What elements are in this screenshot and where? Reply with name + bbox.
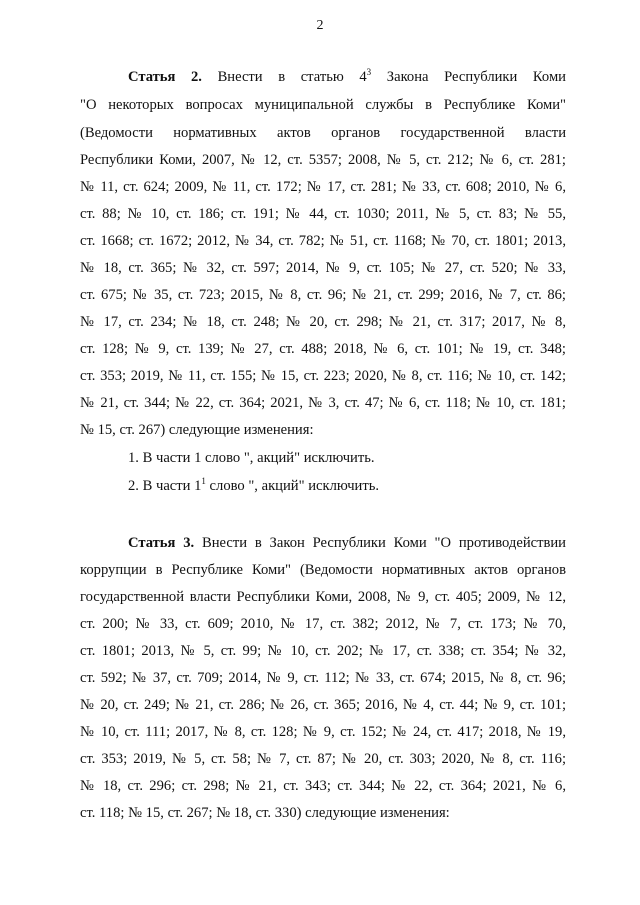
article-2-line: № 15, ст. 267) следующие изменения: (80, 422, 314, 438)
article-2-line: ст. 1668; ст. 1672; 2012, № 34, ст. 782; № 51, ст. 1168; № 70, ст. 1801; 2013, (80, 233, 566, 249)
article-3-line: государственной власти Республики Коми, 2008, № 9, ст. 405; 2009, № 12, (80, 589, 566, 605)
article-2-intro: Внести в статью 4 (217, 69, 367, 85)
article-2-line: № 21, ст. 344; № 22, ст. 364; 2021, № 3, ст. 47; № 6, ст. 118; № 10, ст. 181; (80, 395, 566, 411)
article-2-line: № 11, ст. 624; 2009, № 11, ст. 172; № 17, ст. 281; № 33, ст. 608; 2010, № 6, (80, 179, 566, 195)
article-3-line: № 20, ст. 249; № 21, ст. 286; № 26, ст. 365; 2016, № 4, ст. 44; № 9, ст. 101; (80, 697, 566, 713)
article-3-line: № 18, ст. 296; ст. 298; № 21, ст. 343; ст. 344; № 22, ст. 364; 2021, № 6, (80, 778, 566, 794)
article-3-heading: Статья 3. (128, 535, 195, 551)
article-2-intro-rest: Закона Республики Коми (386, 69, 566, 85)
article-3-line: ст. 1801; 2013, № 5, ст. 99; № 10, ст. 202; № 17, ст. 338; ст. 354; № 32, (80, 643, 566, 659)
article-2-line: (Ведомости нормативных актов органов государственной власти (80, 125, 566, 141)
article-2-line: ст. 128; № 9, ст. 139; № 27, ст. 488; 2018, № 6, ст. 101; № 19, ст. 348; (80, 341, 566, 357)
article-2-item-2-text-a: 2. В части 1 (128, 478, 202, 494)
article-2-line: № 17, ст. 234; № 18, ст. 248; № 20, ст. 298; № 21, ст. 317; 2017, № 8, (80, 314, 566, 330)
article-2-first-line (128, 68, 566, 86)
article-2-item-2-text-b: слово ", акций" исключить. (205, 478, 380, 494)
page-number: 2 (316, 18, 324, 33)
article-3-line: ст. 200; № 33, ст. 609; 2010, № 17, ст. 382; 2012, № 7, ст. 173; № 70, (80, 616, 566, 632)
article-3-intro: Внести в Закон Республики Коми "О противодействии (201, 535, 566, 551)
article-2-heading: Статья 2. (128, 69, 202, 85)
article-2-line: ст. 353; 2019, № 11, ст. 155; № 15, ст. 223; 2020, № 8, ст. 116; № 10, ст. 142; (80, 368, 566, 384)
article-3-line: коррупции в Республике Коми" (Ведомости нормативных актов органов (80, 562, 566, 578)
article-3-first-line (128, 534, 566, 552)
article-3-line: ст. 353; 2019, № 5, ст. 58; № 7, ст. 87; № 20, ст. 303; 2020, № 8, ст. 116; (80, 751, 566, 767)
article-3-line: ст. 118; № 15, ст. 267; № 18, ст. 330) следующие изменения: (80, 805, 450, 821)
article-3-line: ст. 592; № 37, ст. 709; 2014, № 9, ст. 112; № 33, ст. 674; 2015, № 8, ст. 96; (80, 670, 566, 686)
article-2-intro-superscript: 3 (366, 67, 372, 77)
article-2-line: ст. 88; № 10, ст. 186; ст. 191; № 44, ст. 1030; 2011, № 5, ст. 83; № 55, (80, 206, 566, 222)
article-2-item-2 (128, 477, 379, 495)
article-3-line: № 10, ст. 111; 2017, № 8, ст. 128; № 9, ст. 152; № 24, ст. 417; 2018, № 19, (80, 724, 566, 740)
article-2-item-2-superscript: 1 (201, 476, 206, 486)
article-2-line: "О некоторых вопросах муниципальной службы в Республике Коми" (80, 97, 566, 113)
article-2-item-1: 1. В части 1 слово ", акций" исключить. (128, 450, 375, 466)
article-2-line: ст. 675; № 35, ст. 723; 2015, № 8, ст. 96; № 21, ст. 299; 2016, № 7, ст. 86; (80, 287, 566, 303)
article-2-line: Республики Коми, 2007, № 12, ст. 5357; 2008, № 5, ст. 212; № 6, ст. 281; (80, 152, 566, 168)
article-2-line: № 18, ст. 365; № 32, ст. 597; 2014, № 9, ст. 105; № 27, ст. 520; № 33, (80, 260, 566, 276)
